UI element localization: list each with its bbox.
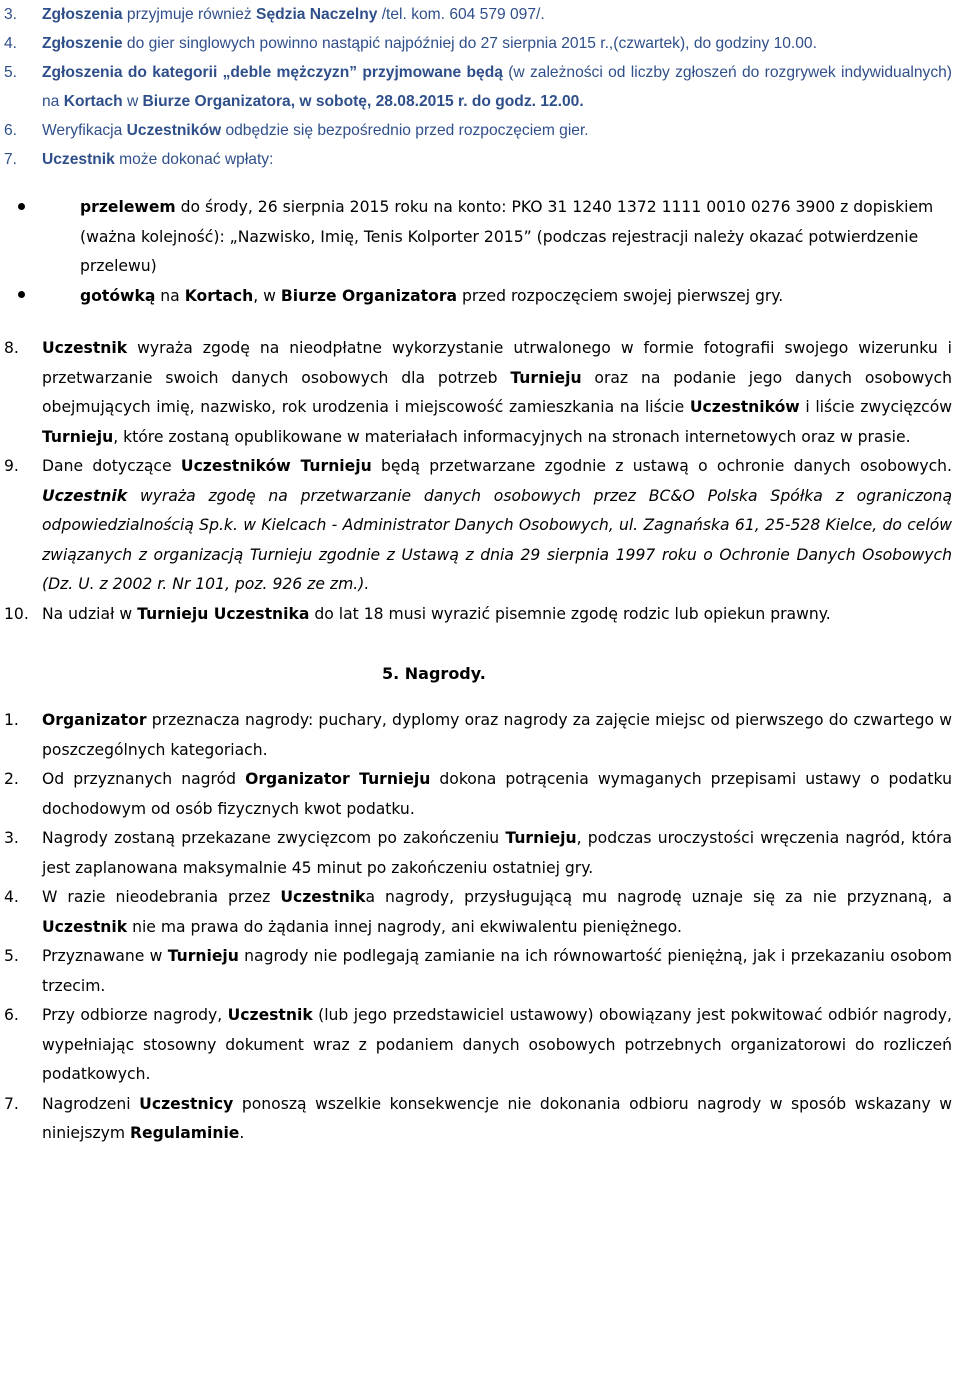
text-run: Zgłoszenia (42, 6, 123, 23)
bullet-item (4, 193, 952, 282)
text-run: Nagrody zostaną przekazane zwycięzcom po zakończeniu (42, 829, 506, 847)
text-run: oraz na podanie jego danych osobowych obejmujących imię, nazwisko, rok urodzenia i miejscowość zamieszkania na liście (42, 368, 952, 416)
item-text (42, 145, 952, 174)
item-text (42, 116, 952, 145)
text-run: Zgłoszenia do kategorii „deble mężczyzn” przyjmowane będą (42, 64, 503, 81)
text-run: przelewem (80, 198, 176, 216)
section4-lower (4, 334, 952, 629)
item-text (42, 942, 952, 1001)
text-run: Nagrodzeni (42, 1094, 140, 1113)
bullet-item (4, 282, 952, 312)
section5-body (4, 706, 952, 1149)
text-run: Uczestnik (227, 1006, 313, 1024)
item-number: 1. (4, 711, 19, 729)
text-run: do środy, 26 sierpnia 2015 roku na konto: PKO 31 1240 1372 1111 0010 0276 3900 z dopiskiem (ważna kolejność): „Nazwisko, Imię, Tenis Kolporter 2015” (podczas rejestracji należy okazać potwierdzenie przelewu) (80, 198, 934, 275)
section5-heading: 5. Nagrody. (382, 664, 486, 683)
text-run: Uczestnicy (139, 1094, 234, 1113)
item-number: 9. (4, 457, 19, 475)
item-number: 6. (4, 122, 18, 139)
text-run: Uczestnik (42, 151, 115, 168)
item-text (42, 765, 952, 824)
rule-item-5 (4, 58, 952, 116)
bullet-dot-icon (4, 193, 80, 282)
item-text (42, 883, 952, 942)
text-run: przed rozpoczęciem swojej pierwszej gry. (457, 286, 784, 305)
text-run: Organizator (42, 711, 147, 729)
rule-item-4 (4, 29, 952, 58)
prize-item-2 (4, 765, 952, 824)
text-run: Biurze Organizatora (280, 286, 458, 305)
text-run: Biurze Organizatora, w sobotę, 28.08.2015 r. do godz. 12.00. (142, 93, 584, 110)
text-run: , w (253, 286, 281, 305)
after-list (4, 334, 952, 629)
text-run: , które zostaną opublikowane w materiałach informacyjnych na stronach internetowych oraz w prasie. (113, 427, 911, 446)
text-run: Turnieju (167, 947, 239, 965)
text-run: Uczestników Turnieju (180, 457, 372, 475)
text-run: Turnieju (510, 368, 582, 387)
item-number: 10. (4, 604, 29, 623)
item-number: 5. (4, 64, 18, 81)
upper-list (4, 0, 952, 174)
rule-item-7 (4, 145, 952, 174)
text-run: ponoszą wszelkie konsekwencje nie dokonania odbioru nagrody w sposób wskazany w niniejszym (42, 1094, 953, 1142)
prize-item-6 (4, 1001, 952, 1090)
item-number: 3. (4, 6, 18, 23)
section4-upper (4, 0, 952, 174)
text-run: przyjmuje również (122, 6, 257, 23)
section5-list (4, 706, 952, 1149)
text-run: /tel. kom. 604 579 097/. (377, 6, 545, 23)
text-run: Kortach (184, 286, 254, 305)
text-run: i liście zwycięzców (799, 398, 952, 416)
text-run: Zgłoszenie (42, 35, 123, 52)
text-run: wyraża zgodę na nieodpłatne wykorzystanie utrwalonego w formie fotografii swojego wizerunku i przetwarzanie swoich danych osobowych dla potrzeb (42, 339, 952, 387)
item-text (42, 334, 952, 452)
text-run: wyraża zgodę na przetwarzanie danych osobowych przez BC&O Polska Spółka z ograniczoną odpowiedzialnością Sp.k. w Kielcach - Administrator Danych Osobowych, ul. Zagnańska 61, 25-528 Kielce, do celów związanych z organizacją Turnieju zgodnie z Ustawą z dnia 29 sierpnia 1997 roku o Ochronie Danych Osobowych (Dz. U. z 2002 r. Nr 101, poz. 926 ze zm.). (42, 486, 952, 593)
text-run: Przy odbiorze nagrody, (42, 1006, 228, 1024)
text-run: Kortach (63, 93, 123, 110)
rule-item-6 (4, 116, 952, 145)
item-number: 5. (4, 947, 19, 965)
text-run: Uczestników (689, 398, 800, 416)
item-number: 4. (4, 888, 19, 906)
text-run: Uczestnik (280, 888, 366, 906)
text-run: Od przyznanych nagród (42, 770, 246, 788)
text-run: będą przetwarzane zgodnie z ustawą o ochronie danych osobowych. (371, 457, 952, 475)
item-number: 7. (4, 151, 18, 168)
text-run: Na udział w (42, 604, 138, 623)
prize-item-1 (4, 706, 952, 765)
text-run: na (155, 286, 185, 305)
text-run: Turnieju (505, 829, 577, 847)
text-run: (w zależności od liczby zgłoszeń do rozgrywek indywidualnych) na (42, 64, 952, 110)
item-text (42, 29, 952, 58)
text-run: Uczestników (126, 122, 222, 139)
text-run: W razie nieodebrania przez (42, 888, 281, 906)
text-run: Przyznawane w (42, 947, 168, 965)
text-run: dokona potrącenia wymaganych przepisami ustawy o podatku dochodowym od osób fizycznych kwot podatku. (42, 770, 952, 818)
text-run: , podczas uroczystości wręczenia nagród, która jest zaplanowana maksymalnie 45 minut po zakończeniu ostatniej gry. (42, 829, 953, 877)
item-text (42, 0, 952, 29)
item-number: 7. (4, 1094, 19, 1113)
prize-item-3 (4, 824, 952, 883)
text-run: (lub jego przedstawiciel ustawowy) obowiązany jest pokwitować odbiór nagrody, wypełniając stosowny dokument wraz z podaniem danych osobowych potrzebnych organizatorowi do rozliczeń podatkowych. (42, 1006, 952, 1083)
rule-item-9 (4, 452, 952, 600)
text-run: nagrody nie podlegają zamianie na ich równowartość pieniężną, jak i przekazaniu osobom trzecim. (42, 947, 952, 995)
bullet-text (80, 193, 952, 282)
item-number: 3. (4, 829, 19, 847)
text-run: Sędzia Naczelny (256, 6, 378, 23)
item-text (42, 452, 952, 600)
text-run (42, 487, 127, 505)
text-run: Organizator Turnieju (245, 770, 431, 788)
item-number: 2. (4, 770, 19, 788)
item-text (42, 1001, 952, 1090)
text-run: przeznacza nagrody: puchary, dyplomy oraz nagrody za zajęcie miejsc od pierwszego do czwartego w poszczególnych kategoriach. (42, 711, 952, 759)
text-run: Turnieju Uczestnika (137, 604, 310, 623)
text-run: Uczestnik (42, 339, 128, 357)
bullet-text (80, 282, 952, 312)
text-run: do gier singlowych powinno nastąpić najpóźniej do 27 sierpnia 2015 r.,(czwartek), do godziny 10.00. (122, 35, 817, 52)
item-text (42, 600, 952, 630)
item-number: 6. (4, 1006, 19, 1024)
rule-item-3 (4, 0, 952, 29)
rule-item-10 (4, 600, 952, 630)
item-number: 4. (4, 35, 18, 52)
text-run: może dokonać wpłaty: (114, 151, 274, 168)
item-text (42, 706, 952, 765)
prize-item-4 (4, 883, 952, 942)
rule-item-8 (4, 334, 952, 452)
text-run: Turnieju (42, 427, 114, 446)
item-text (42, 824, 952, 883)
prize-item-7 (4, 1090, 952, 1149)
item-text (42, 1090, 952, 1149)
text-run: Uczestnik (42, 486, 128, 505)
text-run: Dane dotyczące (42, 457, 181, 475)
text-run: . (239, 1124, 245, 1142)
text-run: do lat 18 musi wyrazić pisemnie zgodę rodzic lub opiekun prawny. (309, 604, 831, 623)
text-run: odbędzie się bezpośrednio przed rozpoczęciem gier. (221, 122, 589, 139)
item-number: 8. (4, 339, 19, 357)
bullet-list (4, 193, 952, 311)
text-run: a nagrody, przysługującą mu nagrodę uznaje się za nie przyznaną, a (365, 888, 953, 906)
text-run: gotówką (80, 286, 156, 305)
text-run: w (122, 93, 143, 110)
text-run: Regulaminie (130, 1124, 240, 1142)
text-run: Uczestnik (42, 917, 128, 936)
bullet-dot-icon (4, 282, 80, 312)
prize-item-5 (4, 942, 952, 1001)
payment-methods (4, 193, 952, 311)
text-run: Weryfikacja (42, 122, 127, 139)
text-run: nie ma prawa do żądania innej nagrody, ani ekwiwalentu pieniężnego. (127, 917, 682, 936)
item-text (42, 58, 952, 116)
